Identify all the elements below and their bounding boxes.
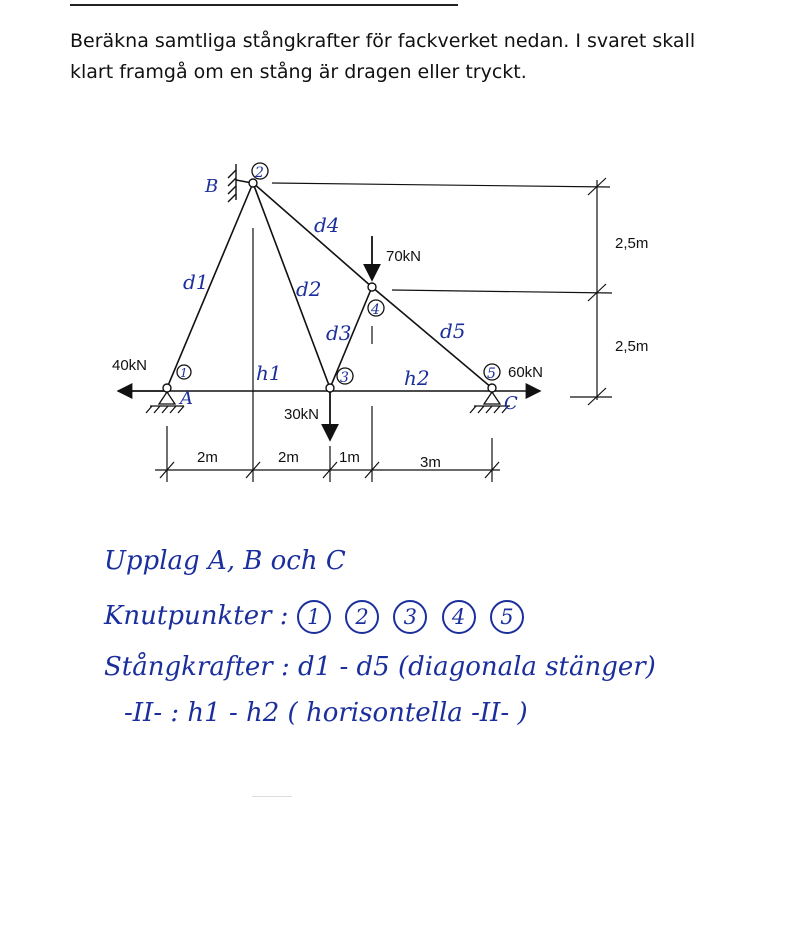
node-circle-3: 3 xyxy=(393,600,427,634)
joint-5 xyxy=(488,384,496,392)
node-5-label: 5 xyxy=(487,366,496,382)
node-circle-4: 4 xyxy=(442,600,476,634)
bar-d2-label: d2 xyxy=(296,277,322,301)
load-right-label: 60kN xyxy=(508,364,544,381)
node-1-label: 1 xyxy=(180,366,188,380)
faint-rule xyxy=(252,796,292,797)
task-line-1: Beräkna samtliga stångkrafter för fackverket nedan. I svaret skall xyxy=(70,30,696,52)
dim-h-2: 2m xyxy=(278,449,299,466)
dim-v-1: 2,5m xyxy=(615,235,649,252)
bar-h2-label: h2 xyxy=(404,366,430,390)
task-line-2: klart framgå om en stång är dragen eller tryckt. xyxy=(70,61,527,83)
notes-line-4: -II- : h1 - h2 ( horisontella -II- ) xyxy=(124,698,528,728)
dim-h-3: 1m xyxy=(339,449,360,466)
support-a-label: A xyxy=(180,388,193,409)
node-circle-1: 1 xyxy=(297,600,331,634)
bar-d5-label: d5 xyxy=(440,319,466,343)
joint-1 xyxy=(163,384,171,392)
support-a xyxy=(146,392,184,413)
support-b-label: B xyxy=(205,176,219,197)
bar-d4-label: d4 xyxy=(314,213,340,237)
node-2-label: 2 xyxy=(255,165,264,181)
bar-h1-label: h1 xyxy=(256,361,282,385)
notes-line-2 xyxy=(104,600,530,634)
bar-d3-label: d3 xyxy=(326,321,352,345)
bar-d1 xyxy=(167,183,253,388)
node-circle-2: 2 xyxy=(345,600,379,634)
dim-h-1: 2m xyxy=(197,449,218,466)
node-3-label: 3 xyxy=(340,370,349,386)
dim-h-4: 3m xyxy=(420,454,441,471)
joint-3 xyxy=(326,384,334,392)
load-bottom-label: 30kN xyxy=(284,406,320,423)
bar-d4 xyxy=(253,183,372,287)
joint-4 xyxy=(368,283,376,291)
notes-line-3: Stångkrafter : d1 - d5 (diagonala stänger) xyxy=(104,652,656,682)
notes-line-1: Upplag A, B och C xyxy=(104,546,346,576)
support-c-label: C xyxy=(504,393,518,414)
horizontal-dimension xyxy=(155,228,500,482)
bar-d1-label: d1 xyxy=(183,270,209,294)
bar-d5 xyxy=(372,287,492,388)
dim-v-2: 2,5m xyxy=(615,338,649,355)
notes-line-2-prefix: Knutpunkter : xyxy=(104,601,289,631)
load-left-label: 40kN xyxy=(112,357,148,374)
load-top-label: 70kN xyxy=(386,248,422,265)
node-4-label: 4 xyxy=(371,302,380,318)
node-circle-5: 5 xyxy=(490,600,524,634)
